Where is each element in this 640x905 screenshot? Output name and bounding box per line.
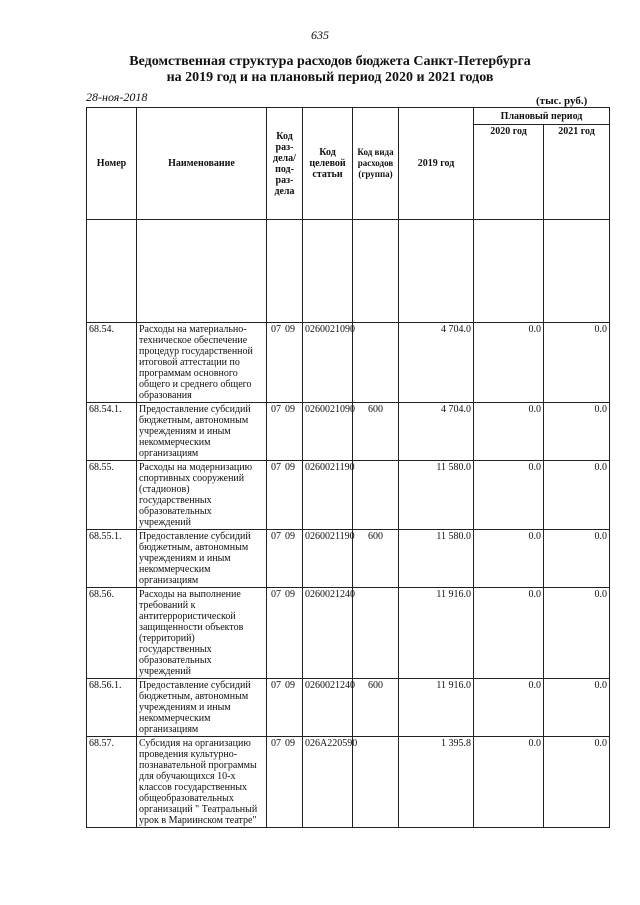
subsection-code: 09: [285, 680, 295, 691]
row-name: Расходы на выполнение требований к антитеррористической защищенности объектов (территорий) государственных образовательных учреждений: [137, 588, 267, 679]
row-section-code: [267, 461, 303, 530]
row-number: 68.54.: [87, 323, 137, 403]
table-row: [87, 403, 610, 461]
section-code: 07: [271, 324, 281, 335]
document-title: [100, 54, 560, 86]
row-expense-type: 600: [353, 530, 399, 588]
row-target-code: 0260021090: [303, 403, 353, 461]
row-expense-type: [353, 737, 399, 828]
subsection-code: 09: [285, 589, 295, 600]
row-target-code: 0260021240: [303, 588, 353, 679]
section-code: 07: [271, 680, 281, 691]
row-section-code: [267, 530, 303, 588]
subsection-code: 09: [285, 531, 295, 542]
row-number: 68.56.1.: [87, 679, 137, 737]
title-line-2: на 2019 год и на плановый период 2020 и 2021 годов: [166, 70, 494, 85]
document-date: 28-ноя-2018: [86, 90, 148, 104]
title-line-1: Ведомственная структура расходов бюджета Санкт-Петербурга: [129, 54, 531, 69]
row-section-code: [267, 737, 303, 828]
row-amount-2021: 0.0: [544, 530, 610, 588]
header-year-2019: 2019 год: [399, 108, 474, 220]
row-expense-type: [353, 588, 399, 679]
row-target-code: 0260021090: [303, 323, 353, 403]
table-row: [87, 461, 610, 530]
row-amount-2020: 0.0: [474, 679, 544, 737]
row-amount-2020: 0.0: [474, 323, 544, 403]
page-number: 635: [311, 28, 329, 42]
row-amount-2020: 0.0: [474, 588, 544, 679]
table-row: [87, 323, 610, 403]
row-number: 68.56.: [87, 588, 137, 679]
row-name: Расходы на модернизацию спортивных сооружений (стадионов) государственных образовательных учреждений: [137, 461, 267, 530]
header-planned-period: Плановый период: [474, 108, 610, 125]
units-label: (тыс. руб.): [536, 95, 588, 107]
row-section-code: [267, 679, 303, 737]
header-number: Номер: [87, 108, 137, 220]
row-amount-2021: 0.0: [544, 323, 610, 403]
row-amount-2021: 0.0: [544, 403, 610, 461]
row-amount-2020: 0.0: [474, 461, 544, 530]
header-expense-type-code: Код вида расходов (группа): [353, 108, 399, 220]
row-amount-2019: 4 704.0: [399, 403, 474, 461]
row-name: Расходы на материально-техническое обеспечение процедур государственной итоговой аттестации по программам основного общего и среднего общего образования: [137, 323, 267, 403]
row-expense-type: 600: [353, 403, 399, 461]
row-amount-2020: 0.0: [474, 530, 544, 588]
row-number: 68.55.1.: [87, 530, 137, 588]
table-row: [87, 679, 610, 737]
header-target-code: Код целевой статьи: [303, 108, 353, 220]
spacer-row: [87, 220, 610, 323]
table-row: [87, 737, 610, 828]
row-amount-2021: 0.0: [544, 461, 610, 530]
row-target-code: 0260021190: [303, 530, 353, 588]
row-amount-2019: 11 916.0: [399, 679, 474, 737]
row-target-code: 0260021240: [303, 679, 353, 737]
subsection-code: 09: [285, 324, 295, 335]
section-code: 07: [271, 531, 281, 542]
header-year-2020: 2020 год: [474, 125, 544, 220]
row-name: Предоставление субсидий бюджетным, автономным учреждениям и иным некоммерческим организациям: [137, 403, 267, 461]
row-amount-2021: 0.0: [544, 588, 610, 679]
section-code: 07: [271, 738, 281, 749]
row-amount-2019: 4 704.0: [399, 323, 474, 403]
budget-table: [86, 107, 610, 828]
row-amount-2020: 0.0: [474, 403, 544, 461]
row-section-code: [267, 323, 303, 403]
row-name: Предоставление субсидий бюджетным, автономным учреждениям и иным некоммерческим организациям: [137, 530, 267, 588]
subsection-code: 09: [285, 404, 295, 415]
table-row: [87, 588, 610, 679]
row-expense-type: [353, 323, 399, 403]
table-row: [87, 530, 610, 588]
section-code: 07: [271, 462, 281, 473]
row-expense-type: [353, 461, 399, 530]
header-name: Наименование: [137, 108, 267, 220]
subsection-code: 09: [285, 462, 295, 473]
row-amount-2019: 11 580.0: [399, 461, 474, 530]
row-expense-type: 600: [353, 679, 399, 737]
row-number: 68.55.: [87, 461, 137, 530]
row-amount-2020: 0.0: [474, 737, 544, 828]
row-target-code: 0260021190: [303, 461, 353, 530]
subsection-code: 09: [285, 738, 295, 749]
row-section-code: [267, 403, 303, 461]
row-amount-2021: 0.0: [544, 737, 610, 828]
section-code: 07: [271, 589, 281, 600]
section-code: 07: [271, 404, 281, 415]
row-name: Предоставление субсидий бюджетным, автономным учреждениям и иным некоммерческим организациям: [137, 679, 267, 737]
header-section-code: Код раз- дела/ под- раз- дела: [267, 108, 303, 220]
row-number: 68.54.1.: [87, 403, 137, 461]
header-year-2021: 2021 год: [544, 125, 610, 220]
row-name: Субсидия на организацию проведения культурно-познавательной программы для обучающихся 10-х классов государственных общеобразовательных организаций " Театральный урок в Мариинском театре": [137, 737, 267, 828]
row-target-code: 026А220590: [303, 737, 353, 828]
row-section-code: [267, 588, 303, 679]
row-amount-2019: 11 580.0: [399, 530, 474, 588]
row-amount-2019: 1 395.8: [399, 737, 474, 828]
row-number: 68.57.: [87, 737, 137, 828]
row-amount-2021: 0.0: [544, 679, 610, 737]
row-amount-2019: 11 916.0: [399, 588, 474, 679]
